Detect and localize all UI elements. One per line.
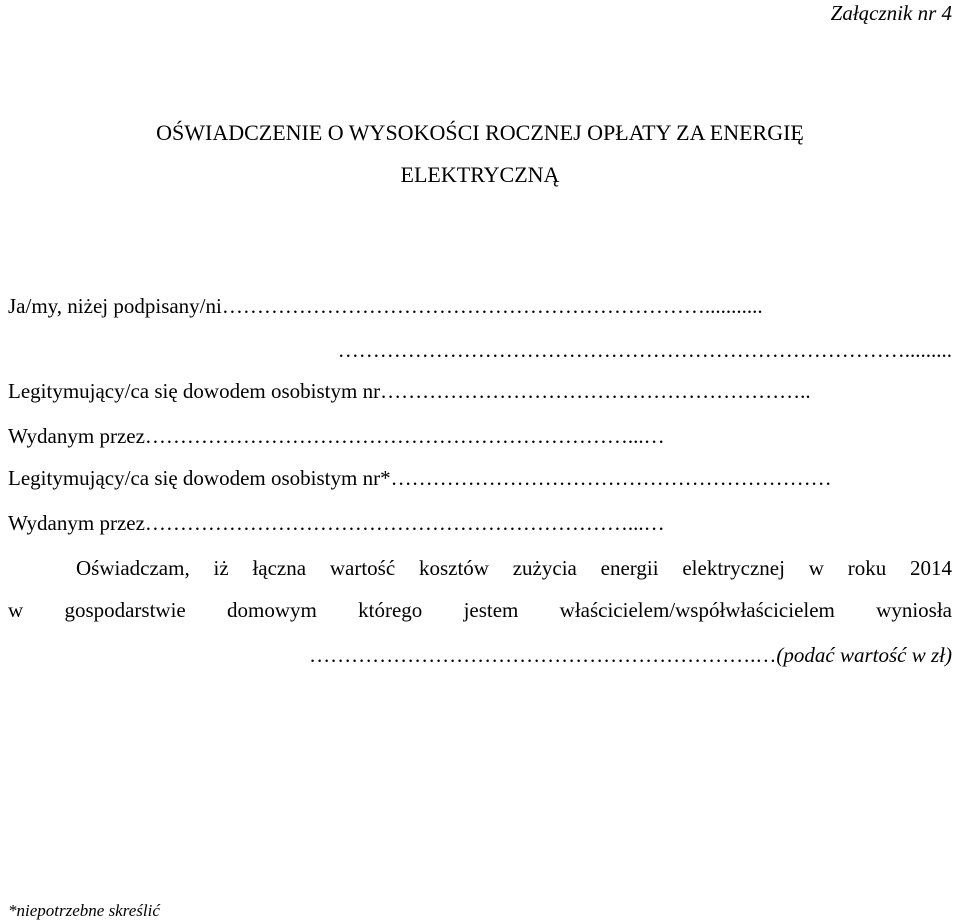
document-title-line-2: ELEKTRYCZNĄ bbox=[400, 162, 560, 187]
id-number-2-row bbox=[8, 465, 832, 491]
issued-by-2-row bbox=[8, 510, 665, 536]
signed-by-field[interactable]: ……………………………………………………………........... bbox=[221, 294, 763, 318]
statement-value-row bbox=[309, 642, 952, 668]
statement-line-1: Oświadczam, iż łączna wartość kosztów zużycia energii elektrycznej w roku 2014 bbox=[76, 556, 952, 580]
document-title-line-1: OŚWIADCZENIE O WYSOKOŚCI ROCZNEJ OPŁATY ZA ENERGIĘ bbox=[156, 120, 804, 145]
issued-by-field[interactable]: ……………………………………………………………...… bbox=[144, 424, 665, 448]
id-number-row bbox=[8, 378, 811, 404]
statement-line-2: w gospodarstwie domowym którego jestem właścicielem/współwłaścicielem wyniosła bbox=[8, 598, 952, 622]
issued-by-2-label: Wydanym przez bbox=[8, 511, 145, 535]
statement-value-field[interactable]: ……………………………………………………….… bbox=[309, 643, 777, 667]
signed-by-continuation-field[interactable]: ………………………………………………………………………......... bbox=[337, 338, 952, 362]
statement-value-hint: (podać wartość w zł) bbox=[776, 643, 952, 667]
id-number-2-label: Legitymujący/ca się dowodem osobistym nr* bbox=[8, 466, 391, 490]
signed-by-label: Ja/my, niżej podpisany/ni bbox=[8, 294, 222, 318]
id-number-2-field[interactable]: ……………………………………………………… bbox=[390, 466, 832, 490]
issued-by-2-field[interactable]: ……………………………………………………………...… bbox=[144, 511, 665, 535]
signed-by-row bbox=[8, 293, 763, 319]
id-number-label: Legitymujący/ca się dowodem osobistym nr bbox=[8, 379, 381, 403]
id-number-field[interactable]: …………………………………………………….. bbox=[380, 379, 811, 403]
footnote: *niepotrzebne skreślić bbox=[8, 901, 160, 920]
issued-by-row bbox=[8, 423, 665, 449]
annex-label: Załącznik nr 4 bbox=[830, 1, 952, 25]
issued-by-label: Wydanym przez bbox=[8, 424, 145, 448]
